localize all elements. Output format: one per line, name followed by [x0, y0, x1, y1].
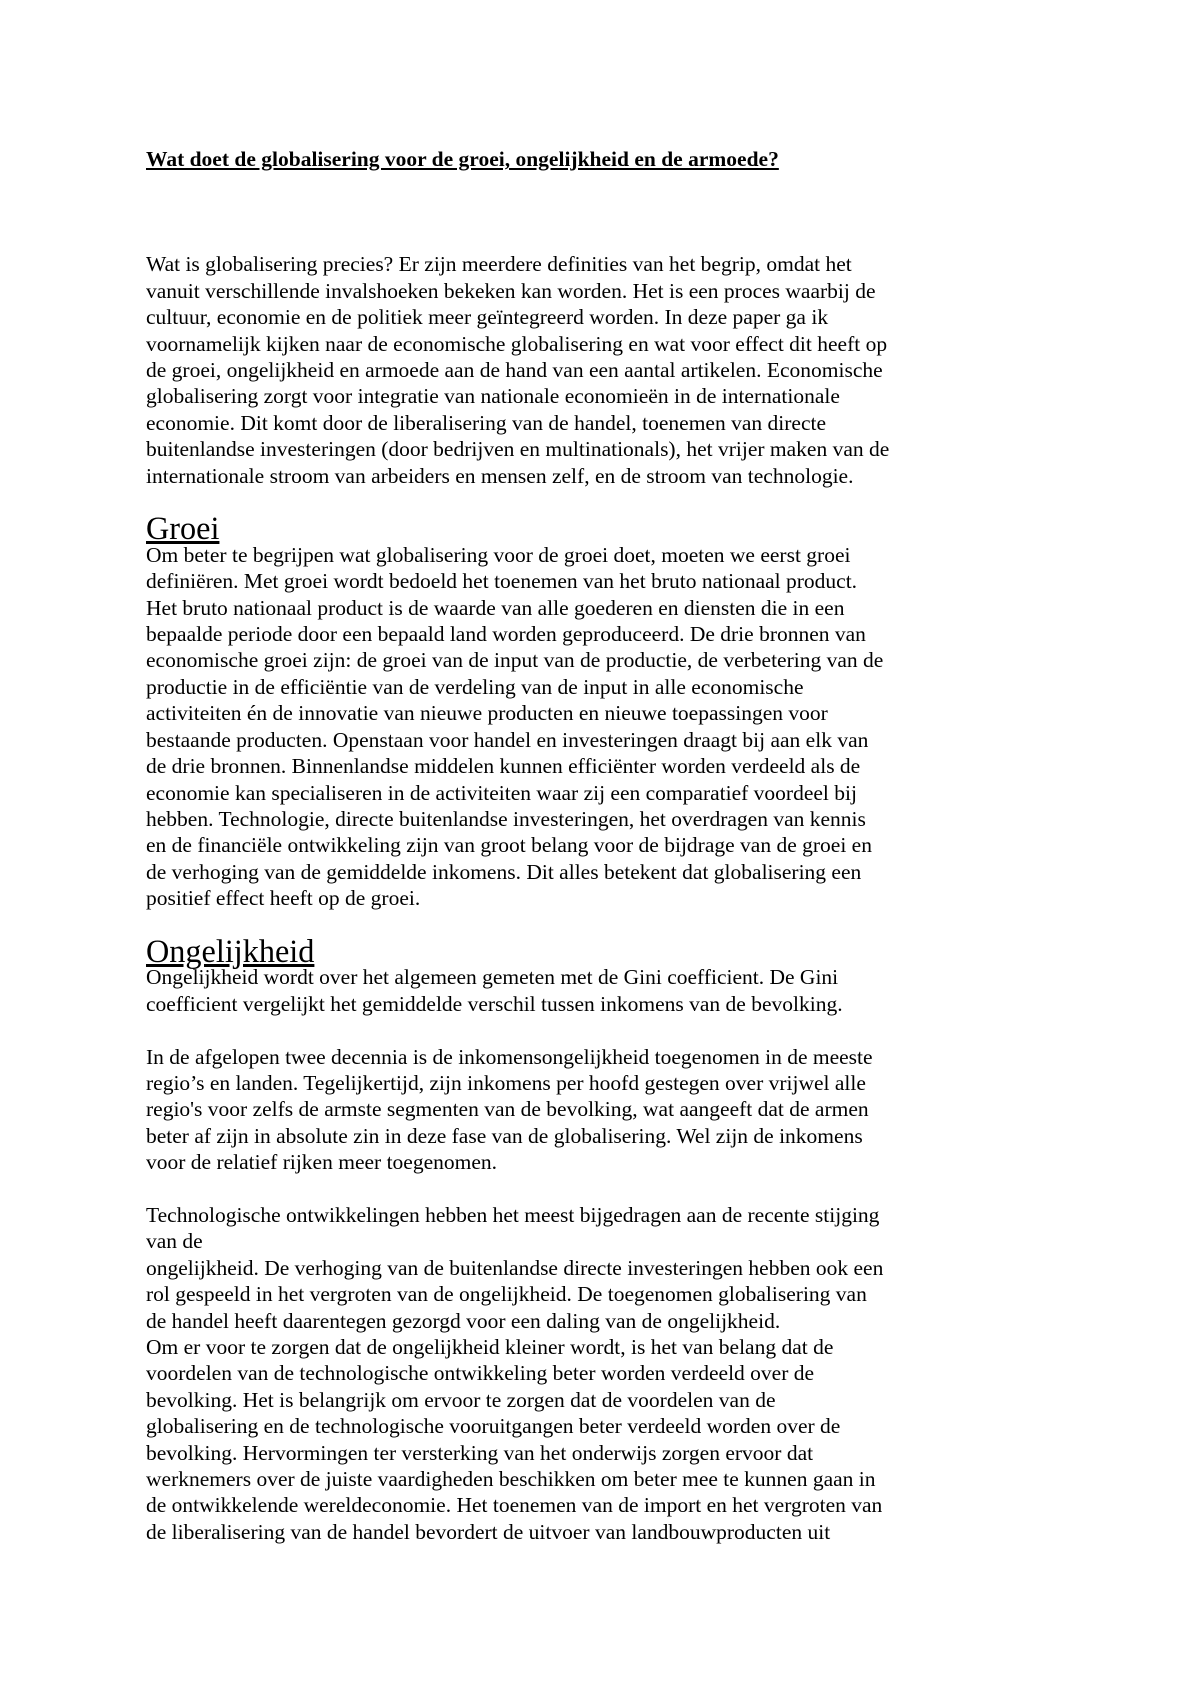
- text-line: Technologische ontwikkelingen hebben het meest bijgedragen aan de recente stijging: [146, 1202, 880, 1227]
- text-line: de handel heeft daarentegen gezorgd voor een daling van de ongelijkheid.: [146, 1308, 781, 1333]
- section-heading-ongelijkheid: Ongelijkheid: [146, 932, 315, 969]
- text-line: buitenlandse investeringen (door bedrijven en multinationals), het vrijer maken van de: [146, 437, 890, 462]
- text-line: rol gespeeld in het vergroten van de ongelijkheid. De toegenomen globalisering van: [146, 1282, 867, 1307]
- ongelijkheid-paragraph-1: [146, 964, 1066, 1017]
- text-line: globalisering zorgt voor integratie van nationale economieën in de internationale: [146, 384, 840, 409]
- text-line: voornamelijk kijken naar de economische globalisering en wat voor effect dit heeft op: [146, 331, 888, 356]
- text-line: de ontwikkelende wereldeconomie. Het toenemen van de import en het vergroten van: [146, 1493, 883, 1518]
- intro-paragraph: [146, 251, 1066, 489]
- section-heading-groei: Groei: [146, 510, 220, 547]
- text-line: de verhoging van de gemiddelde inkomens. Dit alles betekent dat globalisering een: [146, 859, 862, 884]
- text-line: globalisering en de technologische vooruitgangen beter verdeeld worden over de: [146, 1414, 841, 1439]
- text-line: en de financiële ontwikkeling zijn van groot belang voor de bijdrage van de groei en: [146, 833, 872, 858]
- text-line: economie. Dit komt door de liberalisering van de handel, toenemen van directe: [146, 410, 827, 435]
- text-line: Om er voor te zorgen dat de ongelijkheid kleiner wordt, is het van belang dat de: [146, 1335, 834, 1359]
- text-line: internationale stroom van arbeiders en mensen zelf, en de stroom van technologie.: [146, 463, 854, 488]
- text-line: activiteiten én de innovatie van nieuwe producten en nieuwe toepassingen voor: [146, 701, 828, 726]
- text-line: cultuur, economie en de politiek meer geïntegreerd worden. In deze paper ga ik: [146, 305, 829, 330]
- text-line: In de afgelopen twee decennia is de inkomensongelijkheid toegenomen in de meeste: [146, 1044, 873, 1069]
- text-line: regio’s en landen. Tegelijkertijd, zijn inkomens per hoofd gestegen over vrijwel alle: [146, 1070, 866, 1095]
- text-line: voordelen van de technologische ontwikkeling beter worden verdeeld over de: [146, 1361, 815, 1386]
- text-line: Het bruto nationaal product is de waarde van alle goederen en diensten die in een: [146, 595, 845, 620]
- text-line: bestaande producten. Openstaan voor handel en investeringen draagt bij aan elk van: [146, 727, 869, 752]
- groei-paragraph: [146, 542, 1066, 912]
- text-line: productie in de efficiëntie van de verdeling van de input in alle economische: [146, 674, 804, 699]
- text-line: regio's voor zelfs de armste segmenten van de bevolking, wat aangeeft dat de armen: [146, 1097, 869, 1122]
- document-title: Wat doet de globalisering voor de groei, ongelijkheid en de armoede?: [146, 147, 779, 171]
- text-line: voor de relatief rijken meer toegenomen.: [146, 1150, 498, 1175]
- text-line: van de: [146, 1229, 203, 1254]
- text-line: Om beter te begrijpen wat globalisering voor de groei doet, moeten we eerst groei: [146, 542, 851, 567]
- text-line: Wat is globalisering precies? Er zijn meerdere definities van het begrip, omdat het: [146, 252, 852, 277]
- text-line: positief effect heeft op de groei.: [146, 886, 421, 911]
- text-line: vanuit verschillende invalshoeken bekeken kan worden. Het is een proces waarbij de: [146, 278, 876, 303]
- text-line: de liberalisering van de handel bevordert de uitvoer van landbouwproducten uit: [146, 1519, 831, 1544]
- ongelijkheid-paragraph-2: [146, 1044, 1066, 1176]
- ongelijkheid-paragraph-3: [146, 1202, 1066, 1545]
- text-line: hebben. Technologie, directe buitenlandse investeringen, het overdragen van kennis: [146, 806, 866, 831]
- text-line: bevolking. Het is belangrijk om ervoor te zorgen dat de voordelen van de: [146, 1387, 776, 1412]
- document-body: [146, 146, 1066, 1545]
- text-line: de groei, ongelijkheid en armoede aan de hand van een aantal artikelen. Economische: [146, 358, 883, 383]
- text-line: werknemers over de juiste vaardigheden beschikken om beter mee te kunnen gaan in: [146, 1467, 876, 1492]
- text-line: de drie bronnen. Binnenlandse middelen kunnen efficiënter worden verdeeld als de: [146, 754, 861, 779]
- text-line: economische groei zijn: de groei van de input van de productie, de verbetering van de: [146, 648, 884, 673]
- text-line: definiëren. Met groei wordt bedoeld het toenemen van het bruto nationaal product.: [146, 569, 858, 594]
- text-line: coefficient vergelijkt het gemiddelde verschil tussen inkomens van de bevolking.: [146, 991, 843, 1016]
- text-line: Ongelijkheid wordt over het algemeen gemeten met de Gini coefficient. De Gini: [146, 965, 839, 990]
- text-line: bepaalde periode door een bepaald land worden geproduceerd. De drie bronnen van: [146, 622, 866, 647]
- text-line: ongelijkheid. De verhoging van de buitenlandse directe investeringen hebben ook een: [146, 1255, 884, 1280]
- text-line: beter af zijn in absolute zin in deze fase van de globalisering. Wel zijn de inkomens: [146, 1123, 863, 1148]
- text-line: bevolking. Hervormingen ter versterking van het onderwijs zorgen ervoor dat: [146, 1440, 814, 1465]
- text-line: economie kan specialiseren in de activiteiten waar zij een comparatief voordeel bij: [146, 780, 857, 805]
